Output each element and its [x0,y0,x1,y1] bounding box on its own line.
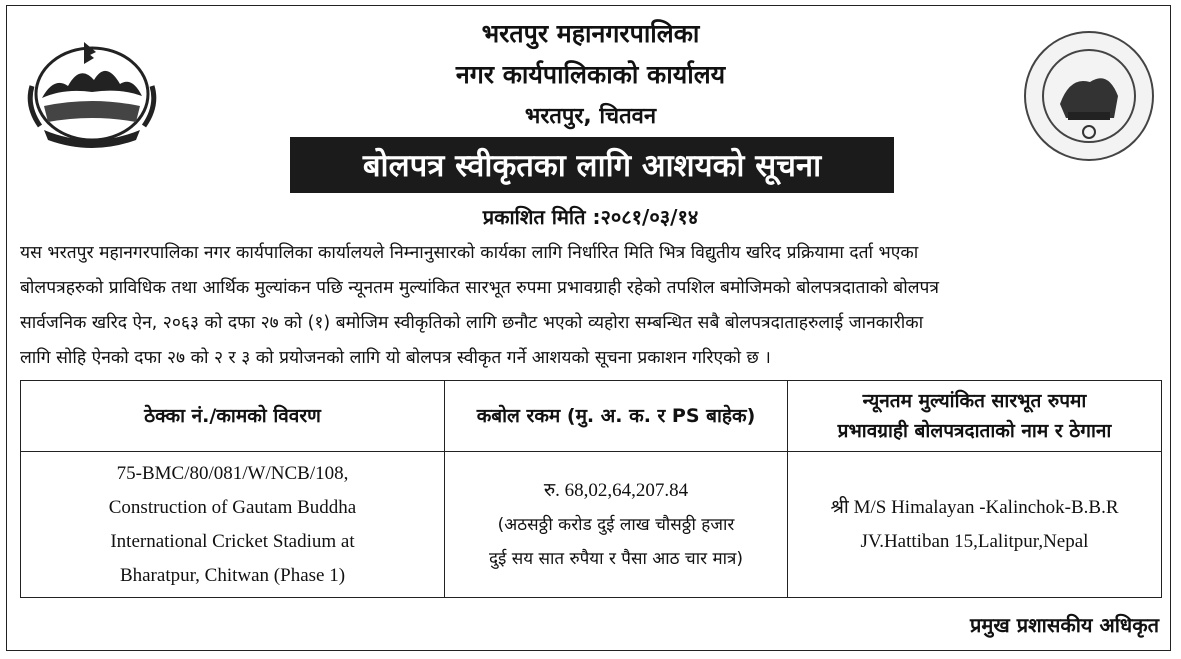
municipality-name: भरतपुर महानगरपालिका [481,19,700,48]
office-location: भरतपुर, चितवन [524,104,657,129]
paragraph-line: लागि सोहि ऐनको दफा २७ को २ र ३ को प्रयोजनको लागि यो बोलपत्र स्वीकृत गर्ने आशयको सूचना प्रकाशन गरिएको छ । [20,348,771,368]
signatory-title: प्रमुख प्रशासकीय अधिकृत [970,613,1159,637]
contract-description-cell: 75-BMC/80/081/W/NCB/108, Construction of Gautam Buddha International Cricket Stadium at Bharatpur, Chitwan (Phase 1) [21,452,445,598]
contract-table [20,380,1162,598]
header-contract-description: ठेक्का नं./कामको विवरण [21,381,445,452]
paragraph-line: बोलपत्रहरुको प्राविधिक तथा आर्थिक मुल्यांकन पछि न्यूनतम मुल्यांकित सारभूत रुपमा प्रभावग्राही रहेको तपशिल बमोजिमको बोलपत्रदाताको बोलपत्र [20,278,940,298]
bid-amount: रु. 68,02,64,207.84 [543,479,689,501]
notice-paragraph [20,236,1170,376]
bidder-name: श्री M/S Himalayan -Kalinchok-B.B.R [830,496,1119,518]
bid-amount-cell [445,452,788,598]
table-header-row [21,381,1162,452]
published-date: प्रकाशित मिति :२०८१/०३/१४ [482,205,699,229]
header-bid-amount: कबोल रकम (मु. अ. क. र PS बाहेक) [445,381,788,452]
bid-amount-words: दुई सय सात रुपैया र पैसा आठ चार मात्र) [488,548,744,569]
office-name: नगर कार्यपालिकाको कार्यालय [455,60,726,89]
header-bidder: न्यूनतम मुल्यांकित सारभूत रुपमा प्रभावग्राही बोलपत्रदाताको नाम र ठेगाना [788,381,1162,452]
bidder-cell [788,452,1162,598]
notice-title-banner: बोलपत्र स्वीकृतका लागि आशयको सूचना [290,137,894,193]
bidder-address: JV.Hattiban 15,Lalitpur,Nepal [860,530,1089,552]
nepal-emblem-icon [24,36,160,152]
paragraph-line: यस भरतपुर महानगरपालिका नगर कार्यपालिका कार्यालयले निम्नानुसारको कार्यका लागि निर्धारित मिति भित्र विद्युतीय खरिद प्रक्रियामा दर्ता भएका [20,243,919,263]
bid-amount-words: (अठसठ्ठी करोड दुई लाख चौसठ्ठी हजार [497,514,735,535]
table-row [21,452,1162,598]
paragraph-line: सार्वजनिक खरिद ऐन, २०६३ को दफा २७ को (१) बमोजिम स्वीकृतिको लागि छनौट भएको व्यहोरा सम्बन्धित सबै बोलपत्रदाताहरुलाई जानकारीका [20,313,924,333]
